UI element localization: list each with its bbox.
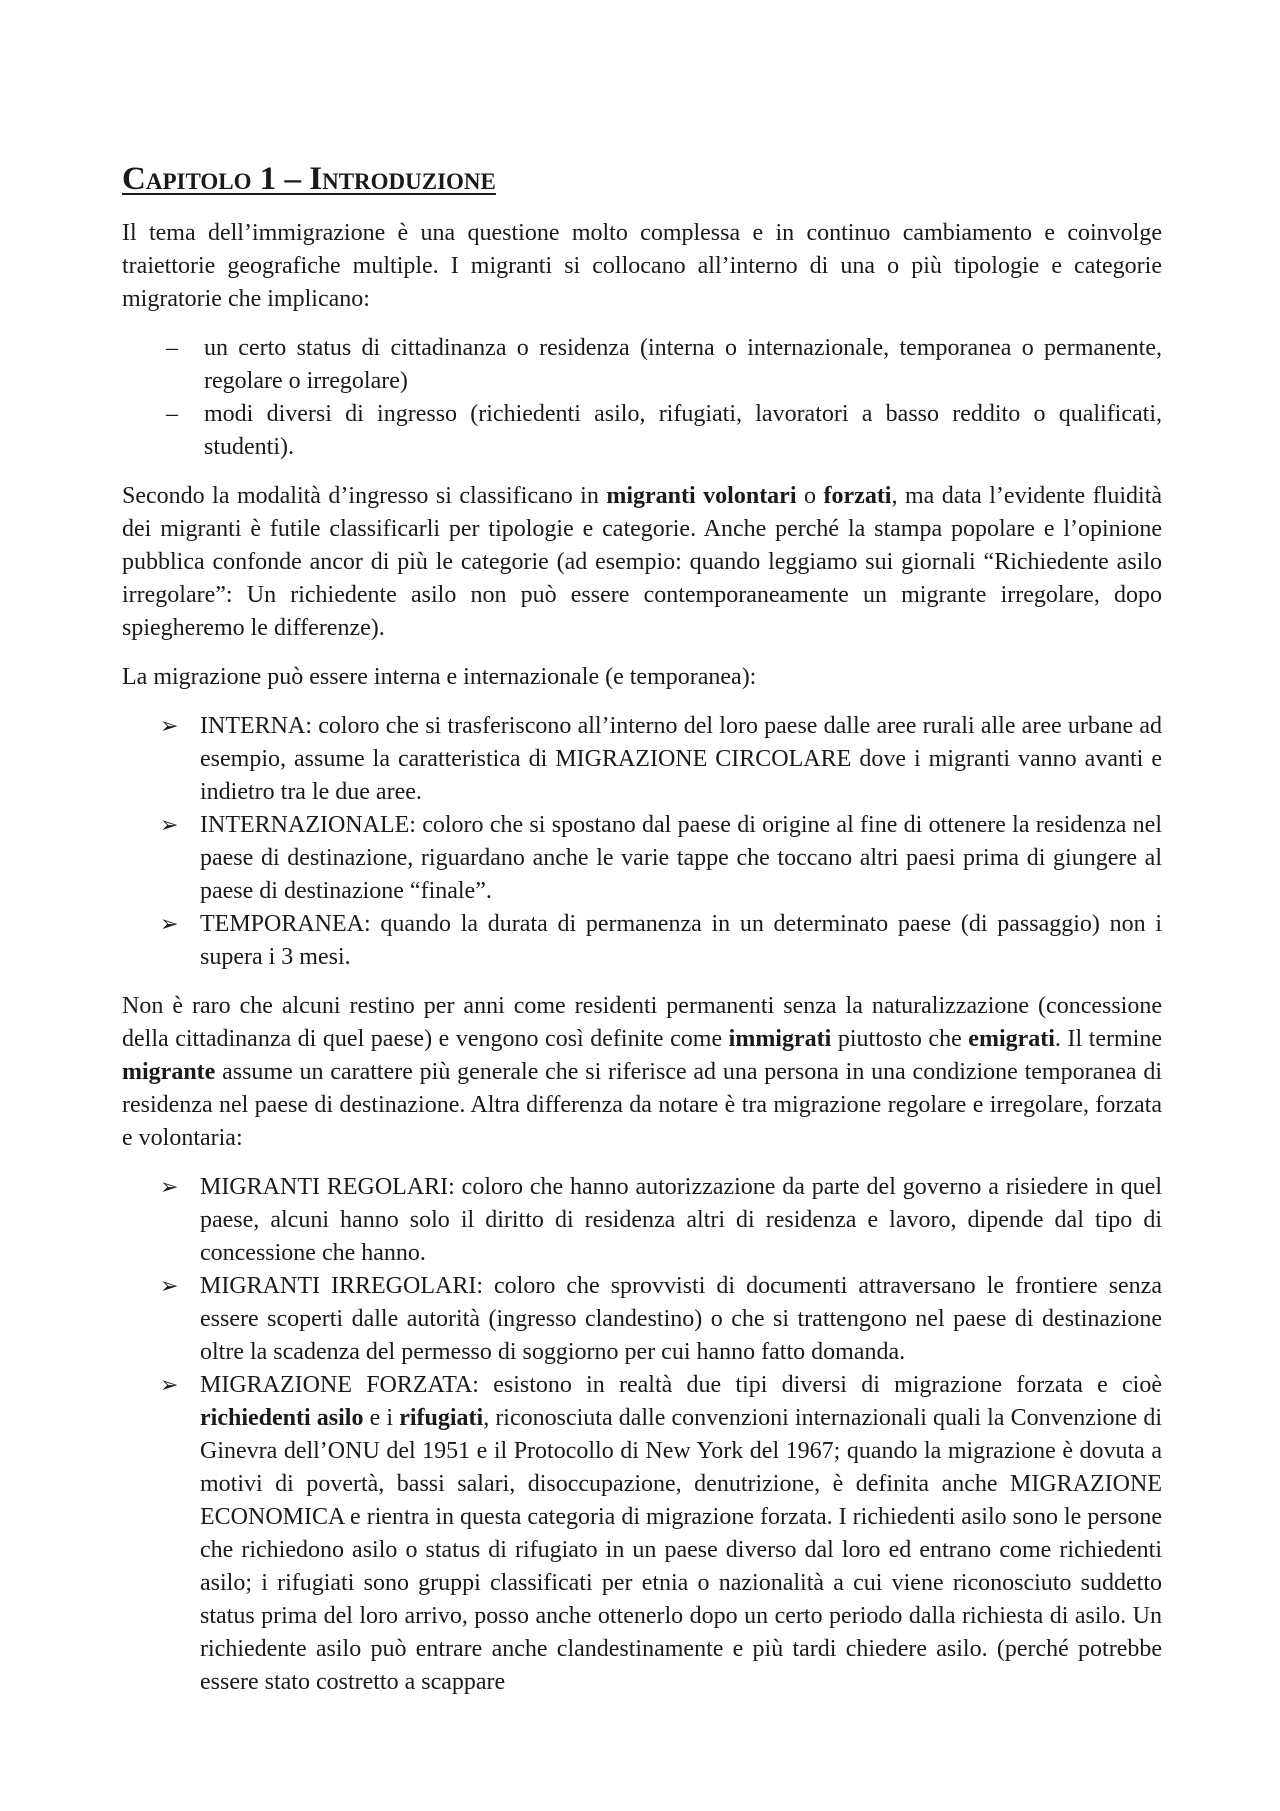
migrant-categories-list xyxy=(122,1171,1162,1699)
list-item xyxy=(122,710,1162,809)
text-run: Secondo la modalità d’ingresso si classificano in xyxy=(122,483,607,509)
text-run: Non è raro che alcuni restino per anni come residenti permanenti senza la naturalizzazione (concessione della cittadinanza di quel paese) e vengono così definite come xyxy=(122,993,1162,1052)
arrow-bullet-icon: ➢ xyxy=(160,714,179,739)
text-run: piuttosto che xyxy=(831,1026,969,1052)
dash-bullet: – xyxy=(166,335,178,361)
bold-term: migrante xyxy=(122,1059,216,1085)
arrow-bullet-icon: ➢ xyxy=(160,1373,179,1398)
list-item xyxy=(122,1369,1162,1699)
list-item-text: modi diversi di ingresso (richiedenti asilo, rifugiati, lavoratori a basso reddito o qualificati, studenti). xyxy=(204,401,1162,460)
text-run: o xyxy=(796,483,824,509)
dash-list xyxy=(122,332,1162,464)
bold-term: emigrati xyxy=(968,1026,1055,1052)
bold-term: migranti volontari xyxy=(606,483,797,509)
text-run: , ma data l’evidente fluidità dei migranti è futile classificarli per tipologie e categorie. Anche perché la stampa popolare e l’opinione pubblica confonde ancor di più le categorie (ad esempio: quando leggiamo sui giornali “Richiedente asilo irregolare”: Un richiedente asilo non può essere contemporaneamente un migrante irregolare, dopo spiegheremo le differenze). xyxy=(122,483,1163,641)
arrow-bullet-icon: ➢ xyxy=(160,1274,179,1299)
list-item xyxy=(122,332,1162,398)
arrow-bullet-icon: ➢ xyxy=(160,813,179,838)
text-run: e i xyxy=(363,1405,400,1431)
chapter-title: Capitolo 1 – Introduzione xyxy=(122,161,496,197)
bold-term: richiedenti asilo xyxy=(200,1405,364,1431)
dash-bullet: – xyxy=(166,401,178,427)
migration-types-list xyxy=(122,710,1162,974)
classification-paragraph xyxy=(122,480,1162,645)
list-item xyxy=(122,809,1162,908)
list-item xyxy=(122,908,1162,974)
list-item xyxy=(122,1171,1162,1270)
list-item-text: TEMPORANEA: quando la durata di permanenza in un determinato paese (di passaggio) non i supera i 3 mesi. xyxy=(200,911,1162,970)
text-run: assume un carattere più generale che si riferisce ad una persona in una condizione temporanea di residenza nel paese di destinazione. Altra differenza da notare è tra migrazione regolare e irregolare, forzata e volontaria: xyxy=(122,1059,1162,1151)
list-item-text: INTERNA: coloro che si trasferiscono all’interno del loro paese dalle aree rurali alle aree urbane ad esempio, assume la caratteristica di MIGRAZIONE CIRCOLARE dove i migranti vanno avanti e indietro tra le due aree. xyxy=(200,713,1162,805)
bold-term: rifugiati xyxy=(399,1405,484,1431)
text-run: . Il termine xyxy=(1054,1026,1162,1052)
list-item-text: MIGRANTI IRREGOLARI: coloro che sprovvisti di documenti attraversano le frontiere senza essere scoperti dalle autorità (ingresso clandestino) o che si trattengono nel paese di destinazione oltre la scadenza del permesso di soggiorno per cui hanno fatto domanda. xyxy=(200,1273,1162,1365)
bold-term: forzati xyxy=(823,483,892,509)
list-item xyxy=(122,1270,1162,1369)
intro-paragraph: Il tema dell’immigrazione è una questione molto complessa e in continuo cambiamento e coinvolge traiettorie geografiche multiple. I migranti si collocano all’interno di una o più tipologie e categorie migratorie che implicano: xyxy=(122,220,1162,312)
arrow-bullet-icon: ➢ xyxy=(160,1175,179,1200)
migration-types-intro: La migrazione può essere interna e internazionale (e temporanea): xyxy=(122,664,757,690)
page-content xyxy=(122,156,1162,1715)
list-item-text: un certo status di cittadinanza o residenza (interna o internazionale, temporanea o permanente, regolare o irregolare) xyxy=(204,335,1162,394)
text-run: , riconosciuta dalle convenzioni internazionali quali la Convenzione di Ginevra dell’ONU del 1951 e il Protocollo di New York del 1967; quando la migrazione è dovuta a motivi di povertà, bassi salari, disoccupazione, denutrizione, è definita anche MIGRAZIONE ECONOMICA e rientra in questa categoria di migrazione forzata. I richiedenti asilo sono le persone che richiedono asilo o status di rifugiato in un paese diverso dal loro ed entrano come richiedenti asilo; i rifugiati sono gruppi classificati per etnia o nazionalità a cui viene riconosciuto suddetto status prima del loro arrivo, posso anche ottenerlo dopo un certo periodo dalla richiesta di asilo. Un richiedente asilo può entrare anche clandestinamente e più tardi chiedere asilo. (perché potrebbe essere stato costretto a scappare xyxy=(200,1405,1163,1695)
text-run: MIGRAZIONE FORZATA: esistono in realtà due tipi diversi di migrazione forzata e cioè xyxy=(200,1372,1162,1398)
list-item-text xyxy=(200,1372,1162,1695)
arrow-bullet-icon: ➢ xyxy=(160,912,179,937)
list-item-text: INTERNAZIONALE: coloro che si spostano dal paese di origine al fine di ottenere la residenza nel paese di destinazione, riguardano anche le varie tappe che toccano altri paesi prima di giungere al paese di destinazione “finale”. xyxy=(200,812,1162,904)
list-item xyxy=(122,398,1162,464)
bold-term: immigrati xyxy=(728,1026,832,1052)
list-item-text: MIGRANTI REGOLARI: coloro che hanno autorizzazione da parte del governo a risiedere in quel paese, alcuni hanno solo il diritto di residenza altri di residenza e lavoro, dipende dal tipo di concessione che hanno. xyxy=(200,1174,1162,1266)
residency-paragraph xyxy=(122,990,1162,1155)
